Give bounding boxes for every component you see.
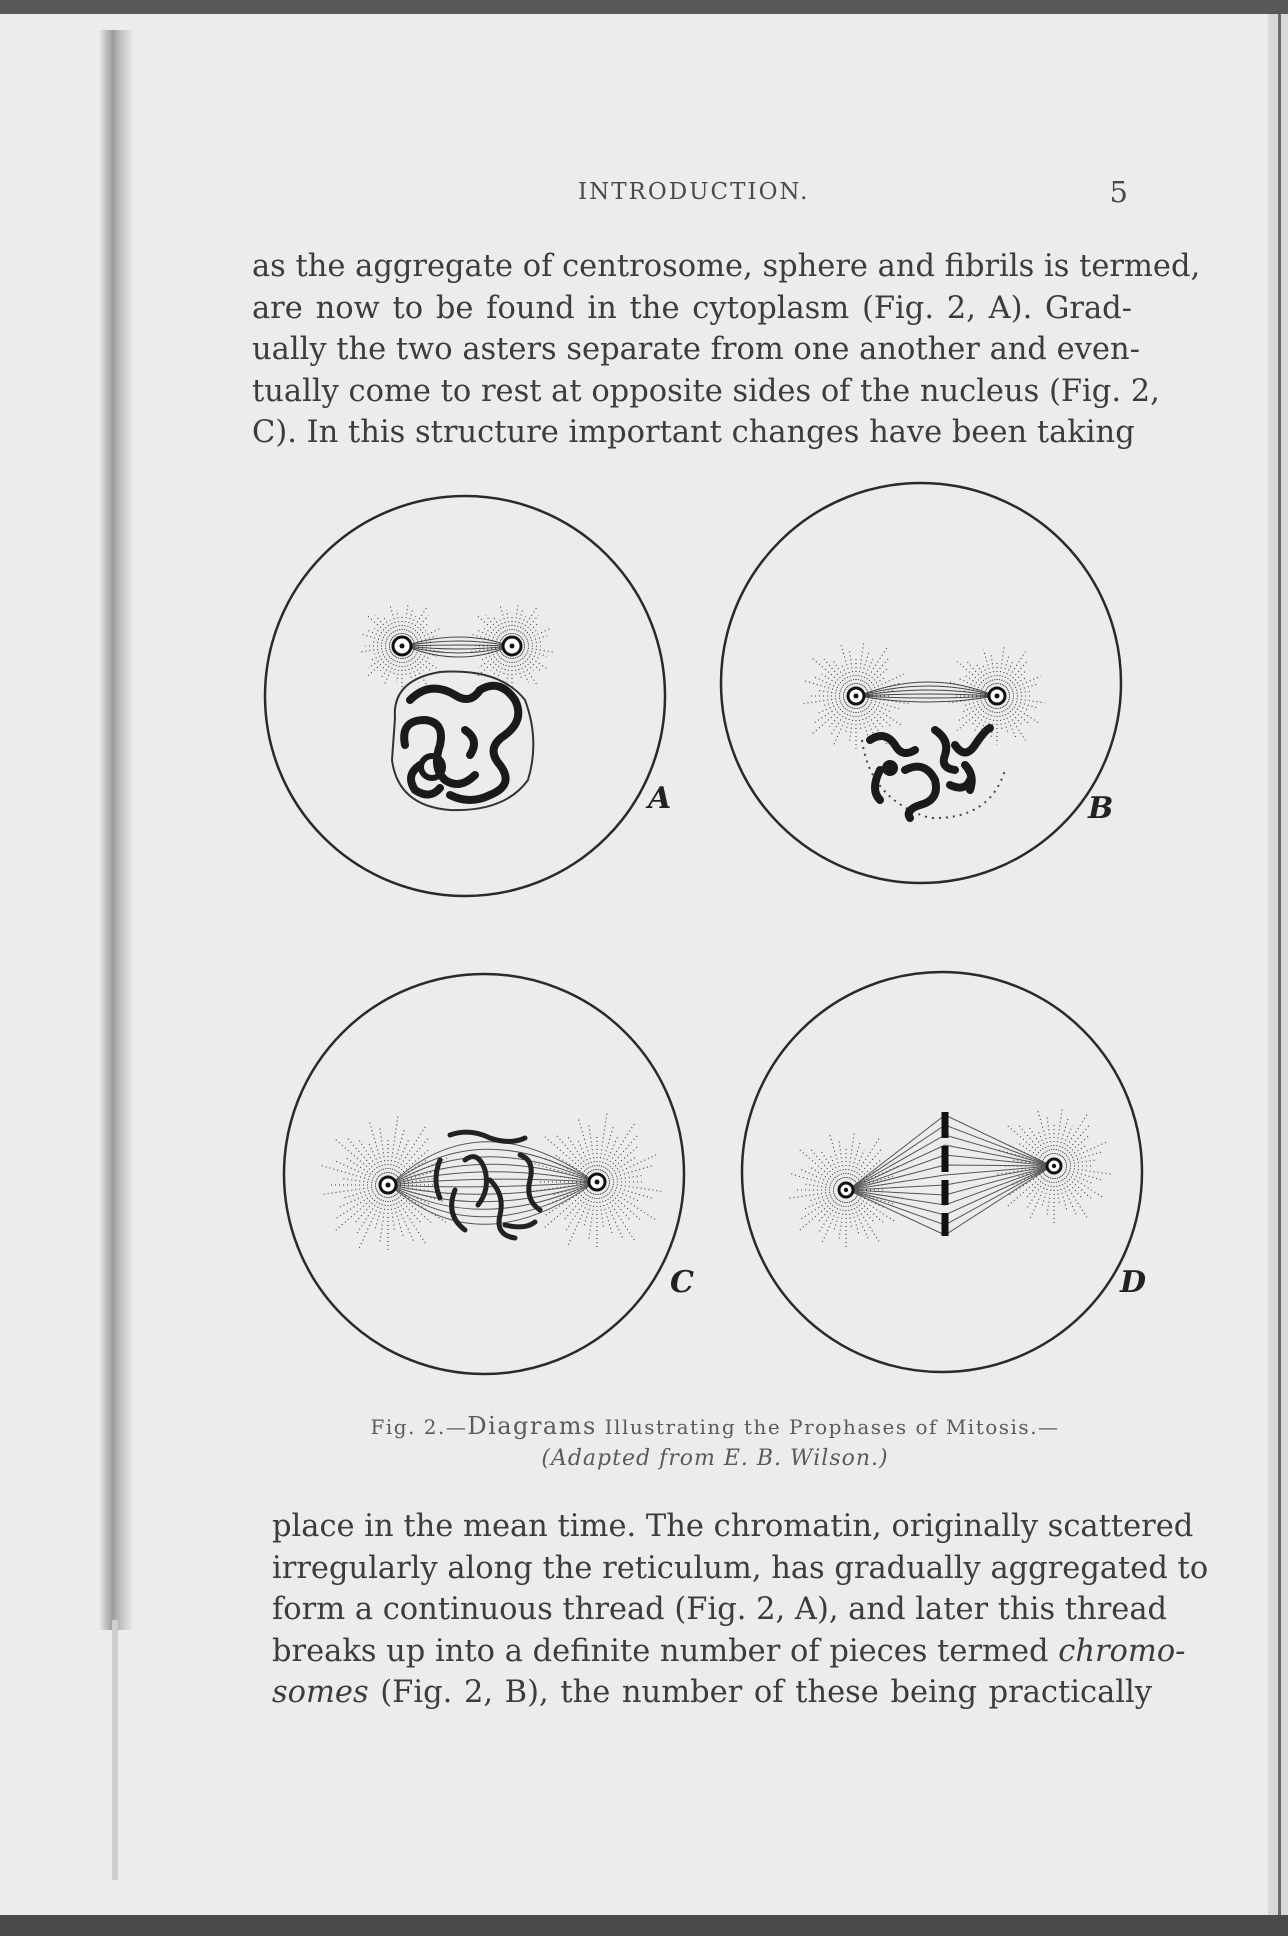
text-line: as the aggregate of centrosome, sphere and fibrils is termed, [252, 249, 1201, 284]
aster-ray [477, 654, 503, 676]
aster-ray [391, 1127, 405, 1173]
aster-ray [1029, 1177, 1049, 1221]
caption-word: Prophases [789, 1415, 908, 1439]
cell-membrane-b [721, 483, 1121, 883]
caption-dash: — [445, 1415, 468, 1439]
running-head: INTRODUCTION. [578, 179, 810, 205]
spindle-fibers-b [858, 682, 995, 702]
aster-ray [514, 602, 519, 634]
aster-ray [1002, 707, 1016, 738]
aster-ray [821, 1201, 841, 1245]
aster-ray [849, 1140, 860, 1178]
aster-ray [341, 1178, 377, 1183]
aster-ray [345, 1188, 377, 1197]
aster-ray [493, 617, 505, 636]
aster-ray [867, 701, 891, 712]
aster-ray [409, 607, 427, 636]
aster-ray [1004, 652, 1026, 686]
caption-word: Mitosis. [945, 1415, 1039, 1439]
aster-ray [359, 1140, 382, 1175]
aster-ray [850, 708, 855, 741]
aster-ray [999, 708, 1002, 729]
page-number: 5 [1109, 175, 1128, 209]
aster-ray [380, 1197, 386, 1242]
panel-label-c: C [670, 1265, 694, 1300]
chromosomes-c [436, 1132, 540, 1238]
aster-ray [804, 698, 844, 704]
aster-ray [839, 1202, 844, 1239]
aster-ray [477, 616, 503, 638]
aster-ray [578, 1141, 592, 1171]
caption-credit: (Adapted from E. B. Wilson.) [541, 1446, 889, 1471]
aster-ray [390, 620, 397, 635]
aster-ray [983, 650, 993, 685]
text-line [272, 1672, 1152, 1714]
aster-ray [521, 654, 541, 671]
aster-ray [834, 1202, 842, 1230]
aster-ray [833, 660, 850, 686]
aster-ray [524, 648, 554, 652]
aster-ray [397, 1193, 433, 1224]
caption-title [310, 1412, 1120, 1440]
aster-ray [1061, 1114, 1088, 1156]
aster-ray [818, 1200, 840, 1234]
aster-ray [322, 1166, 377, 1182]
panel-b [721, 483, 1121, 883]
aster-ray [604, 1121, 636, 1172]
aster-ray [1042, 1178, 1050, 1206]
aster-ray [335, 1192, 378, 1220]
aster-ray [810, 1149, 838, 1181]
aster-ray [383, 617, 395, 636]
aster-ray [477, 630, 501, 641]
aster-ray [375, 1197, 385, 1232]
aster-ray [858, 641, 864, 684]
aster-ray [360, 648, 390, 652]
text-line: tually come to rest at opposite sides of the nucleus (Fig. 2, [252, 373, 1160, 409]
caption-word: of [915, 1415, 938, 1439]
aster-ray [1056, 1107, 1063, 1154]
aster-ray [822, 674, 846, 690]
text-line: C). In this structure important changes have been taking [252, 415, 1135, 450]
aster-ray [1066, 1169, 1102, 1180]
aster-ray [1057, 1178, 1067, 1211]
aster-ray [957, 661, 988, 688]
aster-ray [409, 656, 427, 685]
aster-ray [578, 1119, 593, 1171]
text-run: breaks up into a definite number of pieces termed [272, 1633, 1059, 1669]
aster-ray [411, 654, 431, 671]
aster-ray [865, 668, 889, 688]
aster-ray [850, 651, 855, 684]
aster-ray [404, 658, 406, 675]
aster-ray [605, 1134, 638, 1173]
aster-ray [390, 1197, 395, 1230]
aster-ray [367, 630, 391, 641]
aster-ray [957, 678, 986, 691]
aster-ray [799, 1149, 837, 1182]
aster-ray [1061, 1176, 1088, 1218]
aster-ray [413, 629, 441, 642]
italic-term: somes [272, 1675, 369, 1710]
aster-ray [599, 1194, 604, 1227]
aster-ray [1047, 1117, 1052, 1154]
aster-ray [1009, 698, 1045, 703]
aster-ray [1066, 1152, 1102, 1163]
aster-ray [859, 708, 868, 738]
italic-term: chromo- [1058, 1633, 1186, 1669]
aster-ray [813, 658, 847, 688]
aster-ray [395, 1195, 427, 1246]
aster-ray [1007, 1174, 1045, 1207]
aster-ray [789, 1192, 834, 1198]
aster-ray [369, 1144, 383, 1174]
aster-ray [1062, 1125, 1090, 1157]
aster-ray [958, 703, 987, 722]
aster-ray [345, 1157, 378, 1178]
aster-ray [803, 680, 845, 692]
aster-ray [867, 674, 904, 691]
aster-ray [503, 658, 508, 676]
aster-ray [999, 646, 1005, 684]
text-line: irregularly along the reticulum, has gradually aggregated to [272, 1550, 1209, 1586]
aster-ray [854, 1199, 875, 1223]
aster-ray [799, 1198, 837, 1231]
aster-ray [865, 704, 892, 728]
aster-ray [789, 1173, 835, 1186]
aster-ray [848, 1131, 855, 1178]
aster-ray [1057, 1116, 1068, 1154]
aster-ray [404, 602, 409, 634]
panel-c [284, 974, 694, 1374]
aster-ray [1004, 706, 1026, 740]
aster-ray [600, 1124, 614, 1170]
aster-ray [830, 706, 850, 736]
aster-ray [853, 1138, 880, 1180]
aster-ray [391, 1197, 403, 1237]
aster-ray [604, 1192, 636, 1243]
panel-a [265, 496, 671, 896]
aster-ray [1029, 1127, 1048, 1156]
aster-ray [600, 1194, 612, 1234]
aster-ray [584, 1194, 594, 1229]
aster-ray [859, 650, 869, 685]
aster-ray [523, 629, 551, 642]
aster-ray [606, 1147, 638, 1175]
aster-ray [367, 616, 393, 638]
aster-ray [500, 620, 507, 635]
aster-ray [369, 1122, 384, 1174]
aster-ray [374, 649, 390, 654]
scan-bottom-edge [0, 1915, 1288, 1936]
aster-ray [360, 634, 391, 643]
aster-ray [524, 642, 543, 645]
text-line: place in the mean time. The chromatin, originally scattered [272, 1509, 1194, 1544]
panel-d [742, 972, 1146, 1372]
aster-ray [565, 1192, 591, 1232]
aster-ray [333, 1160, 377, 1180]
aster-ray [1059, 1126, 1072, 1155]
caption-trailing-dash: — [1038, 1415, 1060, 1439]
aster-ray [1063, 1135, 1089, 1158]
aster-ray [522, 653, 549, 670]
aster-ray [519, 656, 537, 685]
aster-ray [372, 642, 391, 645]
aster-ray [1009, 691, 1032, 694]
aster-ray [589, 1194, 595, 1239]
spindle-fibers-d [848, 1115, 1052, 1235]
aster-ray [568, 1193, 592, 1245]
aster-ray [841, 663, 851, 685]
aster-ray [813, 704, 847, 734]
aster-ray [609, 1175, 645, 1180]
aster-ray [390, 1117, 398, 1173]
aster-ray [991, 655, 995, 685]
figure-caption [310, 1412, 1120, 1471]
text-line: ually the two asters separate from one another and even- [252, 332, 1140, 367]
aster-ray [839, 1141, 844, 1178]
aster-ray [334, 1138, 379, 1177]
aster-ray [1006, 670, 1027, 688]
aster-ray [849, 1202, 859, 1235]
caption-word: the [743, 1415, 782, 1439]
caption-fig: Fig. 2. [370, 1415, 446, 1439]
aster-ray [519, 607, 537, 636]
aster-ray [1008, 701, 1029, 711]
aster-ray [1000, 654, 1009, 685]
caption-word: Diagrams [467, 1412, 597, 1440]
caption-word: Illustrating [604, 1415, 737, 1439]
aster-ray [356, 1195, 382, 1235]
aster-ray [393, 658, 398, 676]
aster-ray [821, 1151, 840, 1180]
chromatin-thread-a [404, 686, 518, 800]
aster-ray [609, 1185, 652, 1198]
text-line: are now to be found in the cytoplasm (Fig. 2, A). Grad- [252, 290, 1132, 326]
aster-ray [1063, 1174, 1093, 1200]
aster-ray [991, 708, 995, 738]
aster-ray [799, 1168, 835, 1185]
aster-ray [602, 1193, 623, 1239]
aster-ray [393, 1196, 414, 1242]
aster-ray [609, 1166, 652, 1179]
page-gutter-lower [112, 1620, 118, 1880]
aster-ray [817, 1199, 838, 1223]
aster-ray [1066, 1168, 1111, 1174]
aster-ray [1047, 1178, 1052, 1215]
aster-ray [544, 1189, 587, 1217]
aster-ray [514, 658, 516, 675]
aster-ray [830, 1135, 843, 1178]
aster-ray [803, 1195, 835, 1209]
aster-ray [1000, 708, 1008, 735]
aster-ray [841, 645, 853, 684]
aster-ray [1009, 684, 1038, 692]
aster-ray [957, 704, 988, 731]
aster-ray [599, 1114, 607, 1170]
aster-ray [1062, 1175, 1083, 1199]
aster-ray [1005, 661, 1027, 687]
aster-ray [339, 1190, 377, 1207]
aster-ray [606, 1190, 642, 1221]
text-line [272, 1631, 1186, 1673]
text-line: form a continuous thread (Fig. 2, A), and later this thread [272, 1592, 1168, 1627]
aster-ray [1065, 1142, 1106, 1161]
aster-ray [1002, 662, 1013, 685]
aster-ray [380, 1129, 386, 1174]
aster-ray [543, 1135, 588, 1174]
aster-ray [359, 1196, 383, 1248]
aster-ray [334, 1193, 379, 1232]
aster-ray [1064, 1173, 1104, 1199]
aster-ray [1006, 704, 1030, 725]
aster-ray [367, 654, 393, 676]
aster-ray [607, 1189, 655, 1220]
panel-label-a: A [648, 781, 672, 816]
aster-ray [805, 1184, 834, 1188]
aster-ray [1066, 1160, 1095, 1164]
aster-ray [866, 703, 902, 726]
aster-ray [851, 1150, 864, 1179]
aster-ray [967, 661, 989, 687]
panel-label-b: B [1088, 791, 1114, 826]
aster-ray [607, 1158, 635, 1176]
aster-ray [1038, 1111, 1051, 1154]
bottom-paragraph [272, 1506, 1209, 1714]
aster-ray [589, 1126, 595, 1171]
aster-ray [853, 1200, 880, 1242]
text-run: (Fig. 2, B), the number of these being practically [368, 1675, 1152, 1710]
aster-ray [368, 653, 392, 668]
panel-label-d: D [1120, 1265, 1147, 1300]
aster-ray [384, 657, 397, 686]
aster-ray [347, 1137, 380, 1176]
aster-ray [817, 701, 845, 714]
